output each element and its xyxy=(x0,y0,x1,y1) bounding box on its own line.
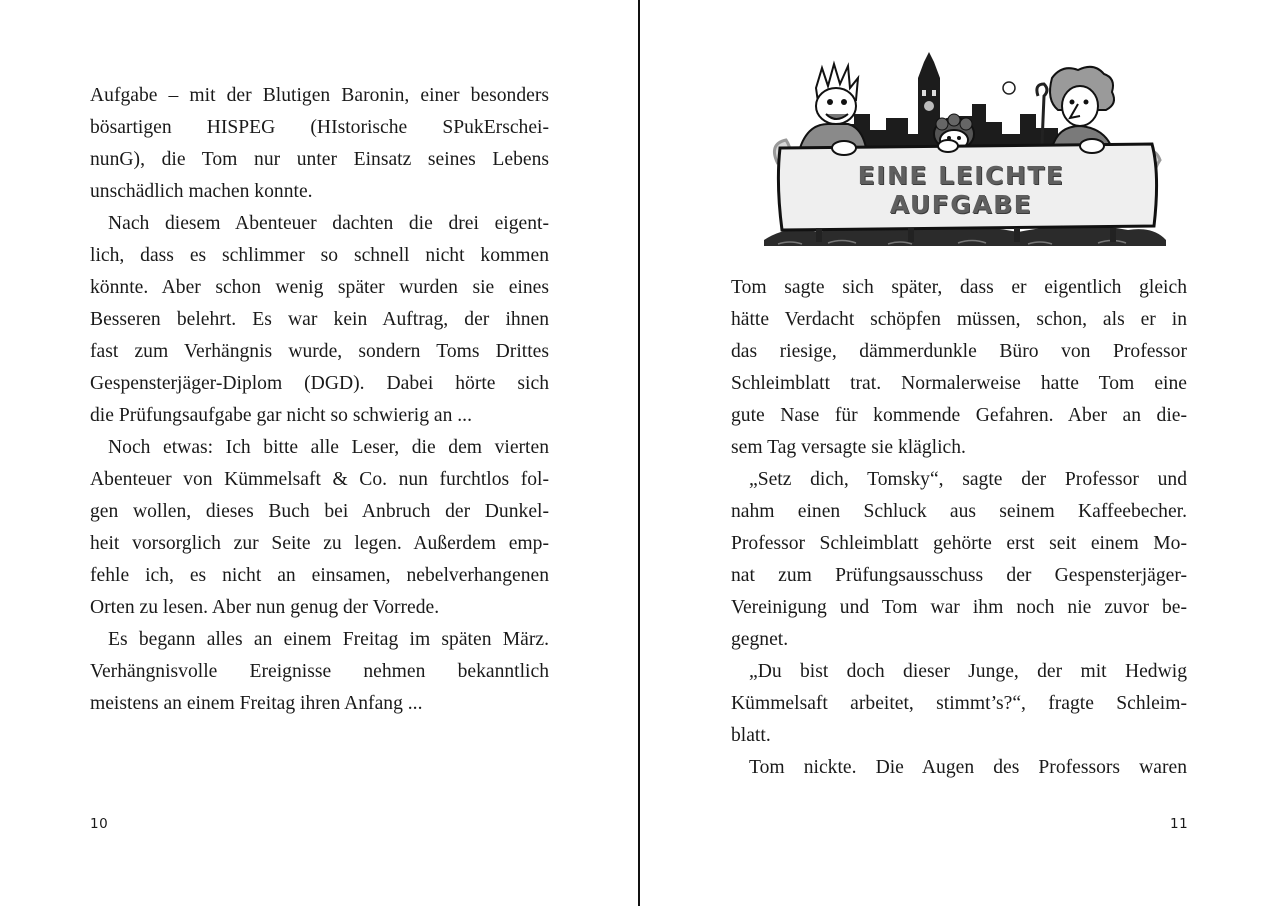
text-line: Gespensterjäger-Diplom (DGD). Dabei hörte sich xyxy=(90,373,549,394)
text-line: heit vorsorglich zur Seite zu legen. Außerdem emp- xyxy=(90,533,549,554)
text-line: fehle ich, es nicht an einsamen, nebelverhangenen xyxy=(90,565,549,586)
text-line: die Prüfungsaufgabe gar nicht so schwierig an ... xyxy=(90,405,472,426)
page-number: 11 xyxy=(1170,816,1189,832)
text-line: nahm einen Schluck aus seinem Kaffeebecher. xyxy=(731,501,1187,522)
text-line: Tom sagte sich später, dass er eigentlich gleich xyxy=(731,277,1187,298)
text-line: Abenteuer von Kümmelsaft & Co. nun furchtlos fol- xyxy=(90,469,549,490)
left-page xyxy=(0,0,638,906)
text-line: Kümmelsaft arbeitet, stimmt’s?“, fragte Schleim- xyxy=(731,693,1187,714)
text-line: „Setz dich, Tomsky“, sagte der Professor und xyxy=(749,469,1187,490)
text-line: lich, dass es schlimmer so schnell nicht kommen xyxy=(90,245,549,266)
text-line: fast zum Verhängnis wurde, sondern Toms Drittes xyxy=(90,341,549,362)
text-line: unschädlich machen konnte. xyxy=(90,181,313,202)
text-line: das riesige, dämmerdunkle Büro von Professor xyxy=(731,341,1187,362)
text-line: nunG), die Tom nur unter Einsatz seines Lebens xyxy=(90,149,549,170)
text-line: Vereinigung und Tom war ihm noch nie zuvor be- xyxy=(731,597,1187,618)
text-line: Tom nickte. Die Augen des Professors waren xyxy=(749,757,1187,778)
text-line: Schleimblatt trat. Normalerweise hatte Tom eine xyxy=(731,373,1187,394)
text-line: Aufgabe – mit der Blutigen Baronin, einer besonders xyxy=(90,85,549,106)
text-line: Professor Schleimblatt gehörte erst seit einem Mo- xyxy=(731,533,1187,554)
text-line: nat zum Prüfungsausschuss der Gespensterjäger- xyxy=(731,565,1187,586)
text-line: Verhängnisvolle Ereignisse nehmen bekanntlich xyxy=(90,661,549,682)
text-line: Orten zu lesen. Aber nun genug der Vorrede. xyxy=(90,597,440,618)
text-line: Besseren belehrt. Es war kein Auftrag, der ihnen xyxy=(90,309,549,330)
text-line: sem Tag versagte sie kläglich. xyxy=(731,437,966,458)
chapter-illustration xyxy=(758,44,1170,250)
text-line: gegnet. xyxy=(731,629,789,650)
text-line: gute Nase für kommende Gefahren. Aber an die- xyxy=(731,405,1187,426)
text-line: Nach diesem Abenteuer dachten die drei eigent- xyxy=(108,213,549,234)
text-line: Es begann alles an einem Freitag im späten März. xyxy=(108,629,549,650)
text-line: könnte. Aber schon wenig später wurden sie eines xyxy=(90,277,549,298)
page-number: 10 xyxy=(90,816,109,832)
text-line: blatt. xyxy=(731,725,771,746)
chapter-title: EINE LEICHTE AUFGABE xyxy=(857,161,1065,219)
text-line: „Du bist doch dieser Junge, der mit Hedwig xyxy=(749,661,1187,682)
text-line: meistens an einem Freitag ihren Anfang ... xyxy=(90,693,423,714)
text-line: gen wollen, dieses Buch bei Anbruch der Dunkel- xyxy=(90,501,549,522)
text-line: hätte Verdacht schöpfen müssen, schon, als er in xyxy=(731,309,1187,330)
right-page xyxy=(640,0,1278,906)
text-line: bösartigen HISPEG (HIstorische SPukErschei- xyxy=(90,117,549,138)
text-line: Noch etwas: Ich bitte alle Leser, die dem vierten xyxy=(108,437,549,458)
